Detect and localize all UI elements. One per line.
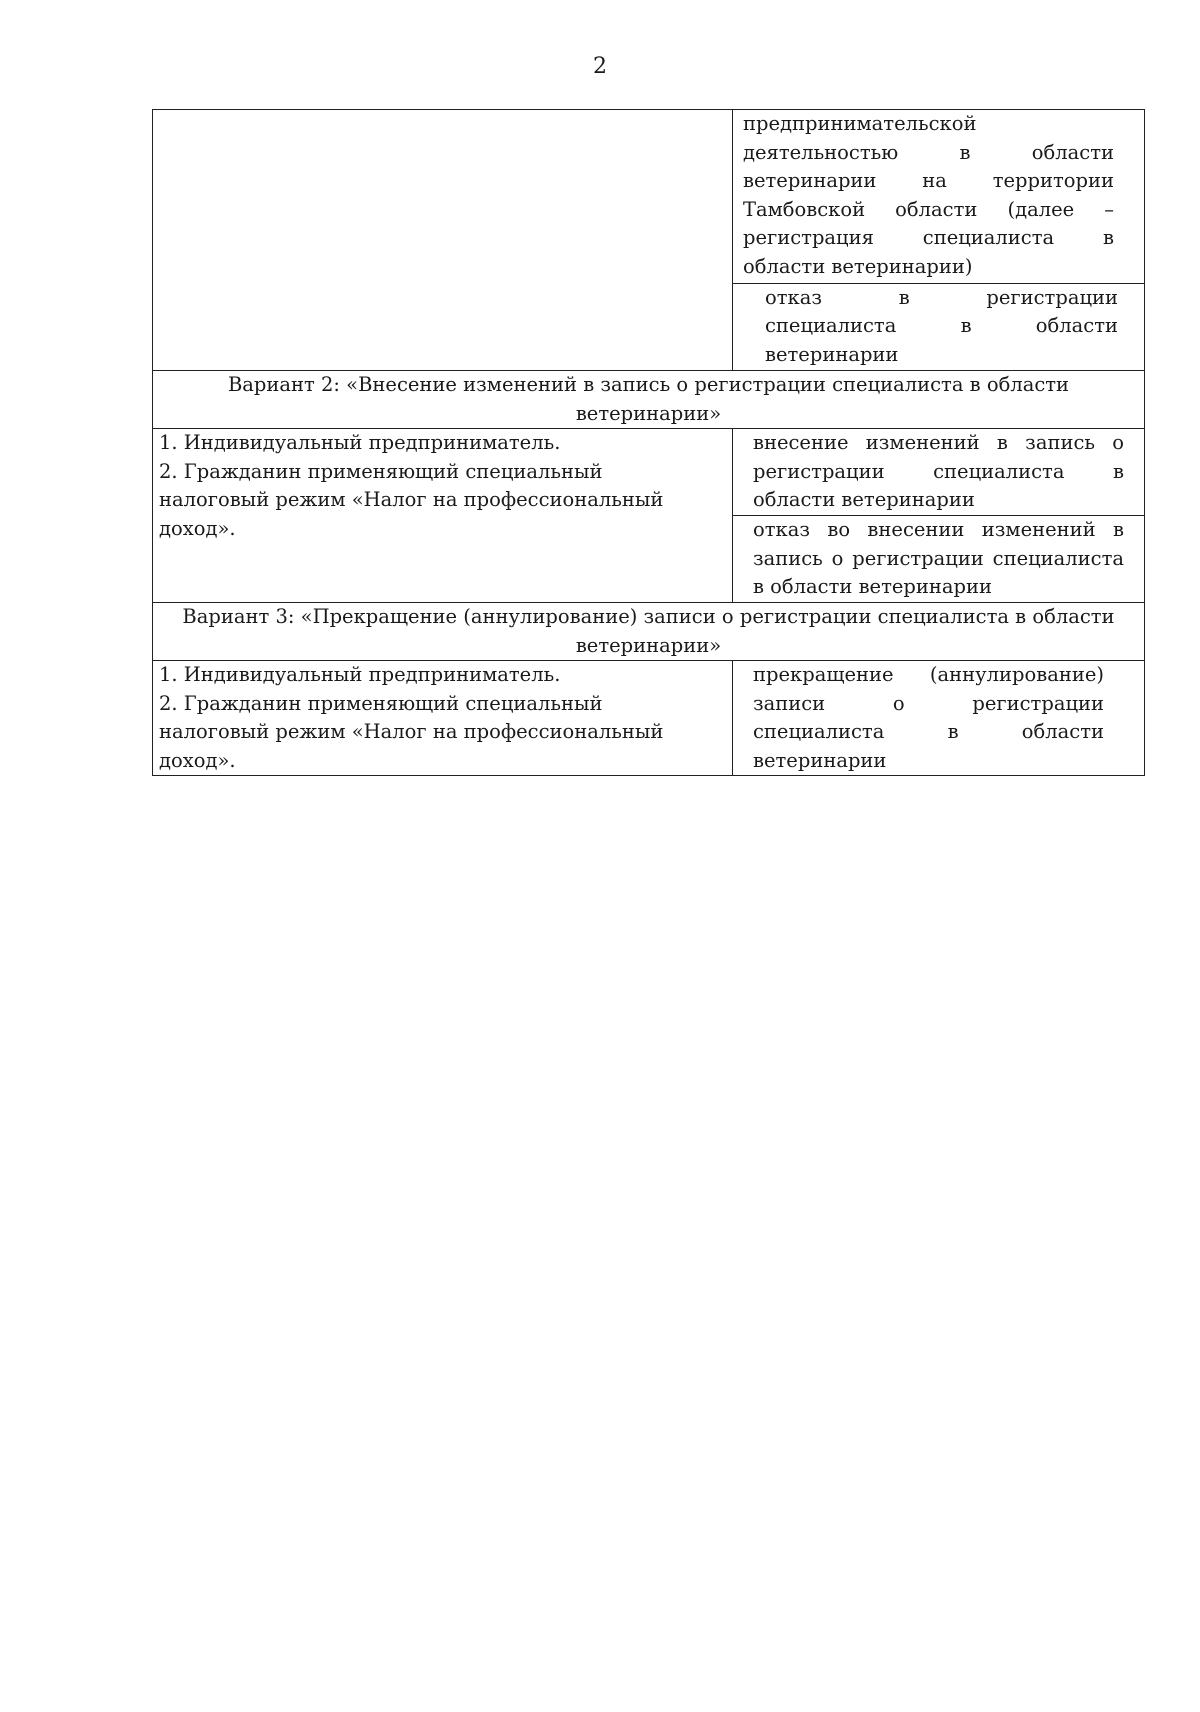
table-row [153, 661, 1145, 776]
text-line: ветеринарии [753, 748, 887, 772]
text-line: Тамбовской области (далее – [743, 197, 1114, 221]
text-line: записи о регистрации [753, 691, 1104, 715]
text-line: налоговый режим «Налог на профессиональный [159, 720, 664, 743]
table-row [153, 603, 1145, 661]
text-line: 2. Гражданин применяющий специальный [159, 691, 603, 715]
text-line: внесение изменений в запись о [753, 431, 1124, 454]
variant2-result-change-cell [733, 429, 1145, 516]
variant3-result-cell [733, 661, 1145, 776]
variant3-applicants-cell [153, 661, 733, 776]
text-line: специалиста в области [753, 720, 1104, 743]
text-line: отказ в регистрации [765, 285, 1118, 309]
empty-applicant-cell [153, 110, 733, 371]
result-registration-cell [733, 110, 1145, 284]
text-line: отказ во внесении изменений в [753, 518, 1124, 541]
table-row [153, 371, 1145, 429]
text-line: 2. Гражданин применяющий специальный [159, 459, 603, 483]
text-line: 1. Индивидуальный предприниматель. [159, 431, 561, 454]
page-number: 2 [593, 54, 607, 79]
table-row [153, 429, 1145, 516]
text-line: области ветеринарии [753, 488, 975, 511]
text-line: предпринимательской [743, 112, 977, 135]
text-line: специалиста в области [765, 314, 1118, 338]
text-line: ветеринарии на территории [743, 169, 1114, 192]
variant3-header: Вариант 3: «Прекращение (аннулирование) записи о регистрации специалиста в области ветеринарии» [153, 603, 1145, 661]
text-line: области ветеринарии) [743, 254, 973, 278]
variant2-applicants-cell [153, 429, 733, 603]
text-line: регистрации специалиста в [753, 459, 1124, 483]
text-line: регистрация специалиста в [743, 226, 1114, 249]
services-table [152, 109, 1145, 776]
table-row [153, 110, 1145, 284]
variant2-header: Вариант 2: «Внесение изменений в запись о регистрации специалиста в области ветеринарии» [153, 371, 1145, 429]
text-line: доход». [159, 516, 236, 540]
text-line: запись о регистрации специалиста [753, 546, 1124, 570]
text-line: 1. Индивидуальный предприниматель. [159, 663, 561, 686]
text-line: деятельностью в области [743, 140, 1114, 164]
result-refusal-cell [733, 283, 1145, 370]
text-line: налоговый режим «Налог на профессиональный [159, 488, 664, 511]
text-line: ветеринарии [765, 342, 899, 366]
text-line: в области ветеринарии [753, 575, 992, 598]
variant2-result-refusal-cell [733, 516, 1145, 603]
text-line: доход». [159, 748, 236, 772]
text-line: прекращение (аннулирование) [753, 663, 1104, 686]
